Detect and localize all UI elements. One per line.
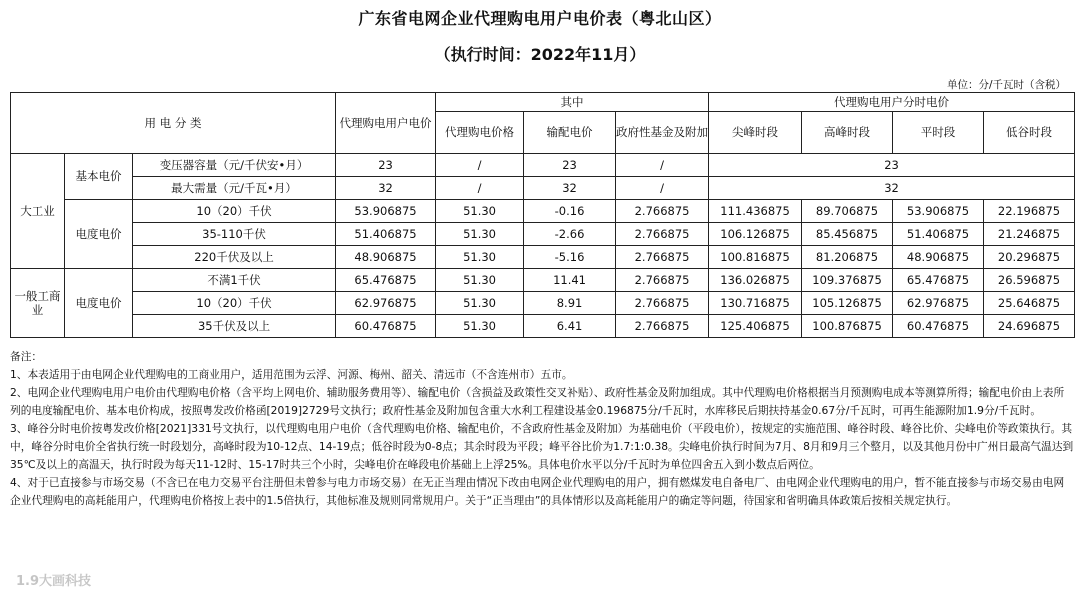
group-large-industry: 大工业 [11,154,65,269]
table-row [11,315,1075,338]
cell-valley: 20.296875 [984,246,1075,269]
table-row [11,292,1075,315]
cell-peak: 109.376875 [802,269,893,292]
cell-agent: 48.906875 [336,246,436,269]
cell-proxy: 51.30 [436,223,524,246]
header-valley: 低谷时段 [984,112,1075,154]
cell-voltage: 10（20）千伏 [133,200,336,223]
cell-proxy: / [436,177,524,200]
header-agent-price: 代理购电用户电价 [336,93,436,154]
cell-valley: 24.696875 [984,315,1075,338]
unit-label: 单位：分/千瓦时（含税） [946,79,1066,91]
header-peak: 高峰时段 [802,112,893,154]
cell-fund: 2.766875 [616,269,709,292]
cell-flat: 60.476875 [893,315,984,338]
page-title: 广东省电网企业代理购电用户电价表（粤北山区） [358,9,722,28]
cell-fund: 2.766875 [616,315,709,338]
watermark: 1.9大画科技 [16,574,92,589]
cell-trans: 6.41 [524,315,616,338]
cell-flat: 51.406875 [893,223,984,246]
cell-fund: 2.766875 [616,292,709,315]
cell-trans: 8.91 [524,292,616,315]
header-tou: 代理购电用户分时电价 [709,93,1075,112]
cell-voltage: 35-110千伏 [133,223,336,246]
cell-flat: 65.476875 [893,269,984,292]
cell-tou: 32 [709,177,1075,200]
header-category: 用 电 分 类 [11,93,336,154]
cell-fund: / [616,177,709,200]
cell-flat: 48.906875 [893,246,984,269]
cell-trans: 11.41 [524,269,616,292]
note-4: 4、对于已直接参与市场交易（不含已在电力交易平台注册但未曾参与电力市场交易）在无正当理由情况下改由电网企业代理购电的用户，拥有燃煤发电自备电厂、由电网企业代理购电的用户，暂不能直接参与市场交易由电网企业代理购电的高耗能用户，代理购电价格按上表中的1.5倍执行，其他标准及规则同常规用户。关于“正当理由”的具体情形以及高耗能用户的确定等问题，待国家和省明确具体政策后按相关规定执行。 [10,476,1065,507]
cell-item: 变压器容量（元/千伏安•月） [133,154,336,177]
group-energy-price-general: 电度电价 [65,269,133,338]
cell-trans: -5.16 [524,246,616,269]
table-row [11,154,1075,177]
header-transmission: 输配电价 [524,112,616,154]
cell-valley: 25.646875 [984,292,1075,315]
cell-proxy: 51.30 [436,246,524,269]
cell-voltage: 220千伏及以上 [133,246,336,269]
group-basic-price: 基本电价 [65,154,133,200]
cell-agent: 60.476875 [336,315,436,338]
cell-sharp: 111.436875 [709,200,802,223]
cell-fund: 2.766875 [616,200,709,223]
cell-fund: 2.766875 [616,246,709,269]
cell-fund: / [616,154,709,177]
header-of-which: 其中 [436,93,709,112]
cell-proxy: 51.30 [436,200,524,223]
cell-item: 最大需量（元/千瓦•月） [133,177,336,200]
table-row [11,269,1075,292]
cell-agent: 32 [336,177,436,200]
notes-section [10,348,1074,510]
cell-peak: 81.206875 [802,246,893,269]
cell-voltage: 10（20）千伏 [133,292,336,315]
cell-proxy: 51.30 [436,315,524,338]
cell-trans: 32 [524,177,616,200]
cell-sharp: 130.716875 [709,292,802,315]
cell-trans: -0.16 [524,200,616,223]
header-peak-sharp: 尖峰时段 [709,112,802,154]
cell-trans: 23 [524,154,616,177]
header-flat: 平时段 [893,112,984,154]
cell-agent: 23 [336,154,436,177]
note-1: 1、本表适用于由电网企业代理购电的工商业用户，适用范围为云浮、河源、梅州、韶关、清远市（不含连州市）五市。 [10,368,573,381]
cell-voltage: 不满1千伏 [133,269,336,292]
page-subtitle: （执行时间：2022年11月） [434,45,646,64]
cell-sharp: 100.816875 [709,246,802,269]
cell-voltage: 35千伏及以上 [133,315,336,338]
cell-tou: 23 [709,154,1075,177]
header-proxy-purchase: 代理购电价格 [436,112,524,154]
table-row [11,177,1075,200]
cell-flat: 62.976875 [893,292,984,315]
cell-proxy: 51.30 [436,292,524,315]
cell-peak: 85.456875 [802,223,893,246]
cell-agent: 62.976875 [336,292,436,315]
cell-peak: 105.126875 [802,292,893,315]
cell-sharp: 106.126875 [709,223,802,246]
cell-flat: 53.906875 [893,200,984,223]
group-general: 一般工商业 [11,269,65,338]
cell-valley: 21.246875 [984,223,1075,246]
group-energy-price: 电度电价 [65,200,133,269]
cell-trans: -2.66 [524,223,616,246]
cell-peak: 89.706875 [802,200,893,223]
cell-proxy: / [436,154,524,177]
cell-valley: 22.196875 [984,200,1075,223]
table-row [11,223,1075,246]
table-row [11,200,1075,223]
price-table [10,92,1075,338]
notes-heading: 备注： [10,350,43,363]
cell-proxy: 51.30 [436,269,524,292]
note-3: 3、峰谷分时电价按粤发改价格[2021]331号文执行，以代理购电用户电价（含代理购电价格、输配电价，不含政府性基金及附加）为基础电价（平段电价），按规定的实施范围、峰谷时段、峰谷比价、尖峰电价等政策执行。其中，峰谷分时电价全省执行统一时段划分，高峰时段为10-12点、14-19点；低谷时段为0-8点；其余时段为平段；峰平谷比价为1.7:1:0.38。尖峰电价执行时间为7月、8月和9月三个整月，以及其他月份中广州日最高气温达到35℃及以上的高温天，执行时段为每天11-12时、15-17时共三个小时，尖峰电价在峰段电价基础上上浮25%。具体电价水平以分/千瓦时为单位四舍五入到小数点后两位。 [10,422,1074,471]
cell-valley: 26.596875 [984,269,1075,292]
cell-sharp: 125.406875 [709,315,802,338]
header-gov-fund: 政府性基金及附加 [616,112,709,154]
cell-agent: 51.406875 [336,223,436,246]
cell-agent: 65.476875 [336,269,436,292]
cell-sharp: 136.026875 [709,269,802,292]
note-2: 2、电网企业代理购电用户电价由代理购电价格（含平均上网电价、辅助服务费用等）、输配电价（含损益及政策性交叉补贴）、政府性基金及附加组成。其中代理购电价格根据当月预测购电成本等测算所得；输配电价由上表所列的电度输配电价、基本电价构成，按照粤发改价格函[2019]2729号文执行；政府性基金及附加包含重大水利工程建设基金0.196875分/千瓦时，水库移民后期扶持基金0.67分/千瓦时，可再生能源附加1.9分/千瓦时。 [10,386,1065,417]
cell-peak: 100.876875 [802,315,893,338]
cell-fund: 2.766875 [616,223,709,246]
cell-agent: 53.906875 [336,200,436,223]
table-row [11,246,1075,269]
